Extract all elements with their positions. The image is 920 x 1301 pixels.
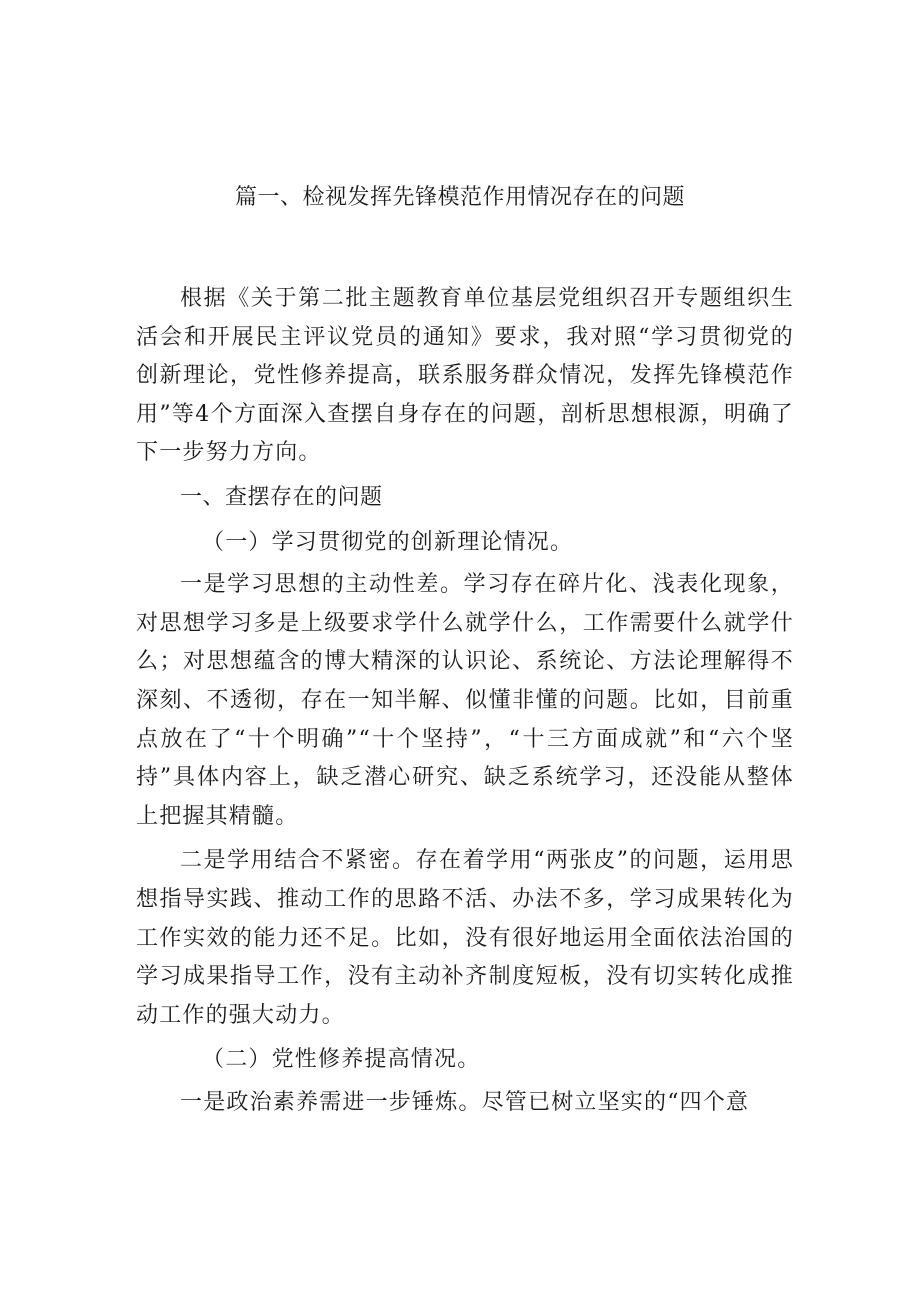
section-heading-1: 一、查摆存在的问题	[180, 484, 383, 510]
subsection-heading-2: （二）党性修养提高情况。	[202, 1047, 481, 1073]
document-body	[136, 280, 794, 1128]
paragraph-intro: 根据《关于第二批主题教育单位基层党组织召开专题组织生活会和开展民主评议党员的通知》要求，我对照“学习贯彻党的创新理论，党性修养提高，联系服务群众情况，发挥先锋模范作用”等4个方面深入查摆自身存在的问题，剖析思想根源，明确了下一步努力方向。	[136, 286, 794, 466]
subsection-heading-1: （一）学习贯彻党的创新理论情况。	[202, 529, 574, 555]
document-title: 篇一、检视发挥先锋模范作用情况存在的问题	[234, 185, 685, 210]
paragraph-political-literacy: 一是政治素养需进一步锤炼。尽管已树立坚实的“四个意	[180, 1089, 750, 1115]
paragraph-study-initiative: 一是学习思想的主动性差。学习存在碎片化、浅表化现象，对思想学习多是上级要求学什么就学什么，工作需要什么就学什么；对思想蕴含的博大精深的认识论、系统论、方法论理解得不深刻、不透彻，存在一知半解、似懂非懂的问题。比如，目前重点放在了“十个明确”“十个坚持”，“十三方面成就”和“六个坚持”具体内容上，缺乏潜心研究、缺乏系统学习，还没能从整体上把握其精髓。	[136, 572, 794, 829]
paragraph-study-application: 二是学用结合不紧密。存在着学用“两张皮”的问题，运用思想指导实践、推动工作的思路不活、办法不多，学习成果转化为工作实效的能力还不足。比如，没有很好地运用全面依法治国的学习成果指导工作，没有主动补齐制度短板，没有切实转化成推动工作的强大动力。	[136, 848, 794, 1028]
